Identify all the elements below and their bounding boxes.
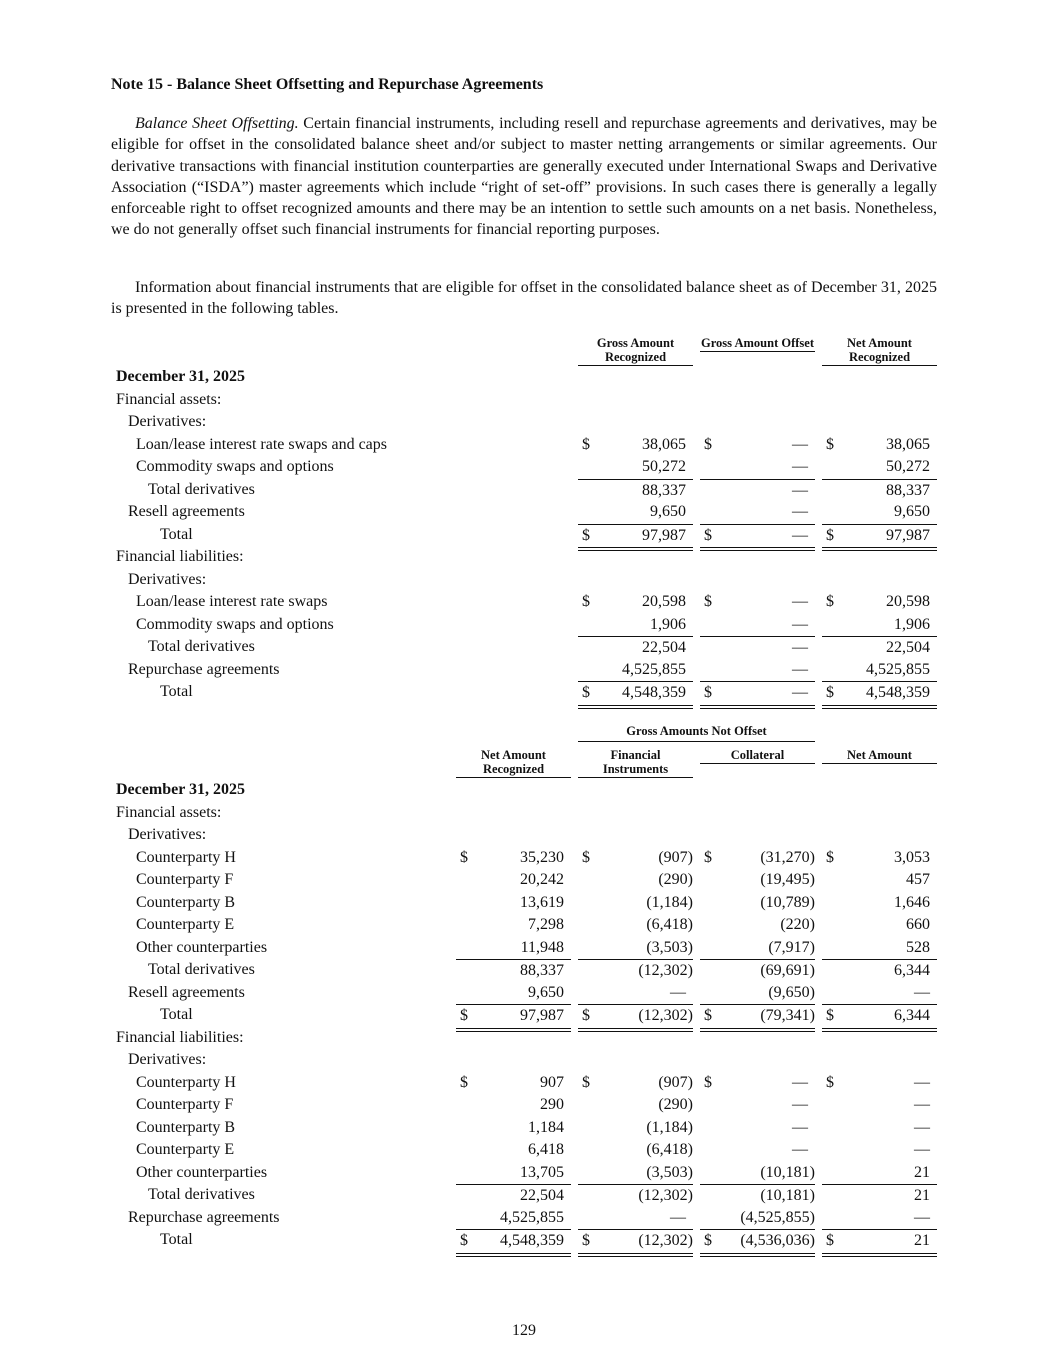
cell-value: —: [914, 1073, 930, 1091]
column-header: Net Amount Recognized: [456, 748, 571, 778]
cell-value: (79,341): [760, 1007, 815, 1024]
value-cell: [578, 636, 693, 660]
cell-value: 4,525,855: [500, 1208, 564, 1226]
cell-value: (12,302): [638, 1232, 693, 1249]
cell-value: 4,548,359: [622, 684, 686, 701]
cell-value: (290): [658, 871, 693, 888]
value-cell: [822, 1162, 937, 1185]
cell-value: 3,053: [894, 848, 930, 866]
cell-value: 20,242: [520, 871, 564, 888]
cell-value: 88,337: [642, 481, 686, 499]
value-cell: [578, 1207, 693, 1230]
row-label: Counterparty E: [136, 916, 235, 933]
value-cell: [578, 501, 693, 524]
cell-value: (31,270): [760, 848, 815, 866]
cell-value: (7,917): [768, 938, 815, 956]
row-label: Repurchase agreements: [128, 660, 280, 678]
row-label: Total: [160, 1231, 193, 1248]
value-cell: [822, 1139, 937, 1162]
currency-symbol: $: [582, 848, 590, 866]
value-cell: [822, 501, 937, 524]
value-cell: [700, 501, 815, 524]
value-cell: [700, 479, 815, 503]
row-label: Total: [160, 1006, 193, 1023]
currency-symbol: $: [460, 1232, 468, 1249]
cell-value: —: [914, 1118, 930, 1136]
table-row: [0, 591, 1048, 614]
cell-value: 97,987: [642, 526, 686, 544]
cell-value: —: [914, 1096, 930, 1113]
value-cell: [822, 1229, 937, 1257]
value-cell: [578, 959, 693, 983]
row-label: Counterparty F: [136, 871, 234, 888]
cell-value: 50,272: [642, 458, 686, 475]
value-cell: [700, 681, 815, 709]
value-cell: [822, 1072, 937, 1095]
value-cell: [456, 847, 571, 870]
row-label: Total: [160, 525, 193, 543]
table-row: [0, 802, 1048, 825]
value-cell: [822, 591, 937, 614]
row-label: Derivatives:: [128, 570, 207, 588]
cell-value: 9,650: [894, 503, 930, 520]
table-row: [0, 524, 1048, 547]
cell-value: 907: [540, 1073, 564, 1091]
value-cell: [456, 1184, 571, 1208]
cell-value: 88,337: [886, 481, 930, 499]
value-cell: [578, 869, 693, 892]
value-cell: [456, 1072, 571, 1095]
currency-symbol: $: [704, 1073, 712, 1091]
cell-value: —: [792, 1073, 808, 1091]
value-cell: [700, 1162, 815, 1185]
cell-value: —: [792, 435, 808, 453]
cell-value: 38,065: [886, 435, 930, 453]
cell-value: (1,184): [646, 893, 693, 911]
row-label: Loan/lease interest rate swaps: [136, 593, 328, 610]
cell-value: 7,298: [528, 916, 564, 933]
value-cell: [578, 681, 693, 709]
cell-value: —: [914, 1141, 930, 1158]
value-cell: [822, 434, 937, 457]
value-cell: [822, 959, 937, 983]
cell-value: 13,705: [520, 1163, 564, 1181]
cell-value: (12,302): [638, 962, 693, 979]
table-row: [0, 546, 1048, 569]
cell-value: 22,504: [642, 639, 686, 656]
table-row: [0, 456, 1048, 479]
currency-symbol: $: [460, 1073, 468, 1091]
cell-value: 38,065: [642, 435, 686, 453]
currency-symbol: $: [704, 848, 712, 866]
note-title: Note 15 - Balance Sheet Offsetting and Repurchase Agreements: [111, 76, 544, 93]
row-label: Derivatives:: [128, 1051, 207, 1068]
cell-value: —: [792, 639, 808, 656]
value-cell: [578, 591, 693, 614]
cell-value: 21: [914, 1187, 930, 1204]
cell-value: 11,948: [520, 938, 564, 956]
currency-symbol: $: [826, 1007, 834, 1024]
value-cell: [700, 1229, 815, 1257]
table-row: [0, 1117, 1048, 1140]
value-cell: [700, 847, 815, 870]
value-cell: [700, 1094, 815, 1117]
cell-value: —: [792, 526, 808, 544]
table-row: [0, 681, 1048, 704]
currency-symbol: $: [460, 848, 468, 866]
value-cell: [578, 1184, 693, 1208]
table-row: [0, 1027, 1048, 1050]
value-cell: [700, 1184, 815, 1208]
table-row: [0, 1004, 1048, 1027]
row-label: Total derivatives: [148, 480, 255, 498]
row-label: December 31, 2025: [116, 368, 245, 385]
row-label: Counterparty E: [136, 1141, 235, 1158]
column-header: Gross Amount Offset: [701, 336, 814, 350]
cell-value: (4,536,036): [740, 1232, 815, 1249]
value-cell: [578, 914, 693, 937]
cell-value: 4,548,359: [866, 684, 930, 701]
table-row: [0, 1162, 1048, 1185]
column-header: Gross Amount Recognized: [578, 336, 693, 366]
cell-value: (907): [658, 848, 693, 866]
cell-value: (10,181): [760, 1163, 815, 1181]
value-cell: [822, 1207, 937, 1230]
column-header: Collateral: [700, 748, 815, 764]
currency-symbol: $: [826, 1073, 834, 1091]
value-cell: [578, 982, 693, 1005]
value-cell: [822, 937, 937, 960]
value-cell: [700, 1207, 815, 1230]
value-cell: [578, 456, 693, 479]
table-row: [0, 1049, 1048, 1072]
value-cell: [822, 479, 937, 503]
cell-value: 97,987: [886, 526, 930, 544]
currency-symbol: $: [704, 1007, 712, 1024]
table-row: [0, 959, 1048, 982]
value-cell: [578, 1229, 693, 1257]
value-cell: [822, 892, 937, 915]
value-cell: [822, 681, 937, 709]
cell-value: 1,906: [650, 615, 686, 633]
cell-value: (3,503): [646, 1163, 693, 1181]
cell-value: 20,598: [886, 593, 930, 610]
cell-value: —: [792, 593, 808, 610]
row-label: Total: [160, 683, 193, 700]
paragraph-body: Certain financial instruments, including resell and repurchase agreements and derivatives, may be eligible for offset in the consolidated balance sheet and/or subject to master netting arrangements or similar agreements. Our derivative transactions with financial institution counterparties are generally executed under International Swaps and Derivative Association (“ISDA”) master agreements which include “right of set-off” provisions. In such cases there is generally a legally enforceable right to offset recognized amounts and there may be an intention to settle such amounts on a net basis. Nonetheless, we do not generally offset such financial instruments for financial reporting purposes.: [111, 115, 938, 239]
paragraph-offsetting: [111, 113, 937, 241]
cell-value: (4,525,855): [740, 1208, 815, 1226]
currency-symbol: $: [826, 435, 834, 453]
span-header: Gross Amounts Not Offset: [578, 724, 815, 742]
table-row: [0, 434, 1048, 457]
currency-symbol: $: [704, 1232, 712, 1249]
value-cell: [456, 1139, 571, 1162]
value-cell: [578, 847, 693, 870]
cell-value: —: [792, 615, 808, 633]
table-row: [0, 937, 1048, 960]
column-header: Net Amount Recognized: [822, 336, 937, 366]
cell-value: 6,418: [528, 1141, 564, 1158]
value-cell: [700, 914, 815, 937]
value-cell: [456, 1207, 571, 1230]
table-row: [0, 914, 1048, 937]
cell-value: 4,525,855: [622, 660, 686, 678]
cell-value: (1,184): [646, 1118, 693, 1136]
table-row: [0, 569, 1048, 592]
cell-value: —: [670, 1208, 686, 1226]
value-cell: [700, 937, 815, 960]
cell-value: 13,619: [520, 893, 564, 911]
cell-value: 4,548,359: [500, 1232, 564, 1249]
cell-value: (10,181): [760, 1187, 815, 1204]
value-cell: [578, 1072, 693, 1095]
cell-value: —: [792, 1096, 808, 1113]
value-cell: [456, 982, 571, 1005]
cell-value: 1,646: [894, 893, 930, 911]
value-cell: [456, 892, 571, 915]
cell-value: (69,691): [760, 962, 815, 979]
cell-value: 21: [914, 1232, 930, 1249]
cell-value: —: [792, 684, 808, 701]
cell-value: 21: [914, 1163, 930, 1181]
row-label: Financial assets:: [116, 803, 222, 821]
cell-value: 22,504: [886, 639, 930, 656]
value-cell: [700, 959, 815, 983]
row-label: Counterparty B: [136, 893, 236, 911]
cell-value: (19,495): [760, 871, 815, 888]
paragraph-lead: Balance Sheet Offsetting.: [135, 115, 299, 132]
table-row: [0, 479, 1048, 502]
table-row: [0, 1184, 1048, 1207]
row-label: Derivatives:: [128, 826, 207, 843]
cell-value: 88,337: [520, 962, 564, 979]
cell-value: 290: [540, 1096, 564, 1113]
table-row: [0, 869, 1048, 892]
table-row: [0, 982, 1048, 1005]
cell-value: 9,650: [528, 983, 564, 1001]
row-label: Commodity swaps and options: [136, 458, 334, 475]
table-row: [0, 366, 1048, 389]
cell-value: (6,418): [646, 916, 693, 933]
value-cell: [822, 982, 937, 1005]
row-label: Counterparty H: [136, 1073, 236, 1091]
cell-value: 660: [906, 916, 930, 933]
value-cell: [578, 1094, 693, 1117]
cell-value: (3,503): [646, 938, 693, 956]
table-row: [0, 1072, 1048, 1095]
value-cell: [578, 1162, 693, 1185]
value-cell: [700, 1072, 815, 1095]
value-cell: [700, 456, 815, 479]
table-row: [0, 501, 1048, 524]
cell-value: (6,418): [646, 1141, 693, 1158]
cell-value: 1,906: [894, 615, 930, 633]
currency-symbol: $: [582, 435, 590, 453]
currency-symbol: $: [826, 593, 834, 610]
table-row: [0, 824, 1048, 847]
cell-value: —: [792, 458, 808, 475]
value-cell: [578, 1117, 693, 1140]
value-cell: [578, 937, 693, 960]
value-cell: [456, 869, 571, 892]
currency-symbol: $: [582, 1232, 590, 1249]
table-row: [0, 1229, 1048, 1252]
row-label: Commodity swaps and options: [136, 615, 334, 633]
cell-value: (907): [658, 1073, 693, 1091]
cell-value: (12,302): [638, 1007, 693, 1024]
value-cell: [822, 847, 937, 870]
table-row: [0, 1094, 1048, 1117]
currency-symbol: $: [826, 684, 834, 701]
cell-value: 6,344: [894, 1007, 930, 1024]
cell-value: 97,987: [520, 1007, 564, 1024]
cell-value: (220): [780, 916, 815, 933]
cell-value: 22,504: [520, 1187, 564, 1204]
cell-value: 20,598: [642, 593, 686, 610]
value-cell: [700, 659, 815, 682]
currency-symbol: $: [582, 1073, 590, 1091]
cell-value: (10,789): [760, 893, 815, 911]
row-label: Resell agreements: [128, 503, 245, 520]
table-row: [0, 779, 1048, 802]
currency-symbol: $: [704, 593, 712, 610]
row-label: December 31, 2025: [116, 781, 245, 798]
value-cell: [578, 892, 693, 915]
cell-value: 4,525,855: [866, 660, 930, 678]
row-label: Counterparty H: [136, 848, 236, 866]
table-row: [0, 1207, 1048, 1230]
table-row: [0, 892, 1048, 915]
currency-symbol: $: [704, 435, 712, 453]
table-row: [0, 636, 1048, 659]
value-cell: [700, 1117, 815, 1140]
row-label: Other counterparties: [136, 1163, 268, 1181]
paragraph-intro: Information about financial instruments that are eligible for offset in the consolidated balance sheet as of December 31, 2025 is presented in the following tables.: [111, 279, 937, 318]
cell-value: (12,302): [638, 1187, 693, 1204]
value-cell: [456, 1229, 571, 1257]
value-cell: [456, 937, 571, 960]
table-row: [0, 659, 1048, 682]
value-cell: [822, 636, 937, 660]
value-cell: [822, 1094, 937, 1117]
row-label: Financial assets:: [116, 390, 222, 408]
column-header: Financial Instruments: [578, 748, 693, 778]
value-cell: [578, 1139, 693, 1162]
value-cell: [700, 982, 815, 1005]
value-cell: [578, 479, 693, 503]
row-label: Counterparty B: [136, 1118, 236, 1136]
cell-value: —: [670, 983, 686, 1001]
cell-value: 528: [906, 938, 930, 956]
cell-value: 9,650: [650, 503, 686, 520]
cell-value: —: [914, 983, 930, 1001]
value-cell: [822, 1184, 937, 1208]
cell-value: —: [792, 1141, 808, 1158]
row-label: Counterparty F: [136, 1096, 234, 1113]
cell-value: —: [792, 1118, 808, 1136]
value-cell: [700, 614, 815, 637]
value-cell: [456, 1094, 571, 1117]
row-label: Total derivatives: [148, 1186, 255, 1203]
cell-value: 50,272: [886, 458, 930, 475]
row-label: Resell agreements: [128, 983, 245, 1001]
cell-value: (9,650): [768, 983, 815, 1001]
row-label: Derivatives:: [128, 413, 207, 430]
value-cell: [822, 914, 937, 937]
value-cell: [700, 636, 815, 660]
value-cell: [456, 914, 571, 937]
value-cell: [700, 869, 815, 892]
cell-value: 1,184: [528, 1118, 564, 1136]
currency-symbol: $: [582, 1007, 590, 1024]
value-cell: [700, 892, 815, 915]
value-cell: [700, 434, 815, 457]
cell-value: 457: [906, 871, 930, 888]
column-header: Net Amount: [822, 748, 937, 764]
cell-value: —: [792, 660, 808, 678]
page-number: 129: [512, 1322, 536, 1339]
cell-value: 35,230: [520, 848, 564, 866]
value-cell: [822, 1117, 937, 1140]
currency-symbol: $: [704, 526, 712, 544]
currency-symbol: $: [704, 684, 712, 701]
table-row: [0, 411, 1048, 434]
cell-value: —: [792, 503, 808, 520]
value-cell: [456, 1162, 571, 1185]
value-cell: [578, 614, 693, 637]
table-row: [0, 614, 1048, 637]
row-label: Total derivatives: [148, 638, 255, 655]
currency-symbol: $: [826, 1232, 834, 1249]
row-label: Total derivatives: [148, 961, 255, 978]
cell-value: (290): [658, 1096, 693, 1113]
currency-symbol: $: [582, 526, 590, 544]
value-cell: [822, 869, 937, 892]
cell-value: 6,344: [894, 962, 930, 979]
row-label: Other counterparties: [136, 938, 268, 956]
currency-symbol: $: [826, 526, 834, 544]
table-row: [0, 847, 1048, 870]
value-cell: [822, 659, 937, 682]
value-cell: [456, 959, 571, 983]
value-cell: [578, 659, 693, 682]
table-row: [0, 389, 1048, 412]
value-cell: [456, 1117, 571, 1140]
row-label: Repurchase agreements: [128, 1208, 280, 1226]
currency-symbol: $: [582, 593, 590, 610]
cell-value: —: [792, 481, 808, 499]
table-row: [0, 1139, 1048, 1162]
row-label: Financial liabilities:: [116, 1028, 244, 1046]
value-cell: [578, 434, 693, 457]
row-label: Financial liabilities:: [116, 548, 244, 565]
row-label: Loan/lease interest rate swaps and caps: [136, 435, 388, 453]
value-cell: [822, 614, 937, 637]
value-cell: [822, 456, 937, 479]
cell-value: —: [914, 1208, 930, 1226]
currency-symbol: $: [826, 848, 834, 866]
currency-symbol: $: [460, 1007, 468, 1024]
value-cell: [700, 1139, 815, 1162]
currency-symbol: $: [582, 684, 590, 701]
value-cell: [700, 591, 815, 614]
